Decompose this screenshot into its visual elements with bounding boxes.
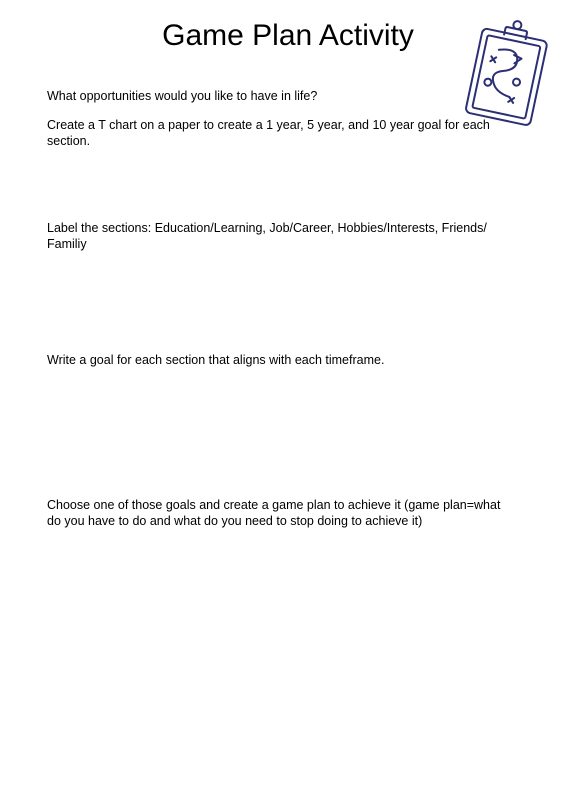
instruction-label-sections: Label the sections: Education/Learning, Job/Career, Hobbies/Interests, Friends/ Familiy [47,221,487,251]
question-opportunities: What opportunities would you like to have in life? [47,89,318,103]
instruction-t-chart: Create a T chart on a paper to create a 1 year, 5 year, and 10 year goal for each section. [47,118,490,148]
page-title: Game Plan Activity [162,19,414,52]
instruction-game-plan: Choose one of those goals and create a game plan to achieve it (game plan=what do you have to do and what do you need to stop doing to achieve it) [47,498,501,528]
clipboard-play-diagram-icon [460,14,554,126]
instruction-write-goal: Write a goal for each section that aligns with each timeframe. [47,353,385,367]
